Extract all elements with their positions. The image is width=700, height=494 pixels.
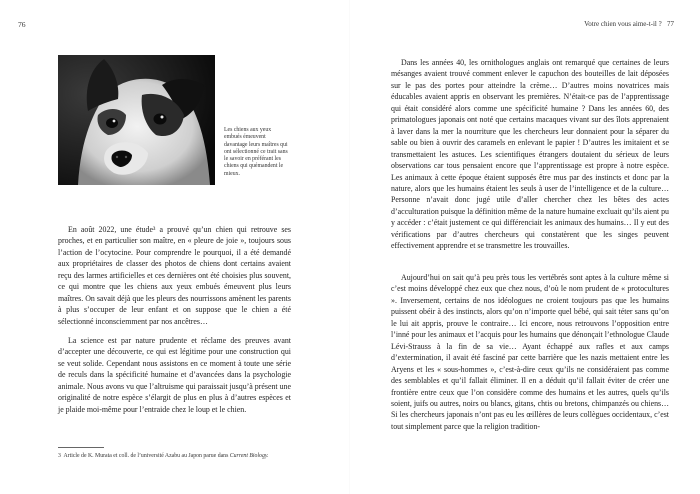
footnote-journal: Current Biology. <box>229 453 269 459</box>
left-column-text-continued <box>58 335 291 415</box>
running-head <box>584 20 674 28</box>
right-page <box>350 0 700 494</box>
dog-portrait-image <box>58 55 215 185</box>
right-column-text <box>391 57 669 252</box>
page-number-left: 76 <box>18 20 26 29</box>
photo-caption: Les chiens aux yeux embués émeuvent davantage leurs maîtres qui ont sélectionné ce trait sans le savoir en préférant les chiens qui quémandent le mieux. <box>224 127 288 177</box>
paragraph-protocultures: Aujourd’hui on sait qu’à peu près tous les vertébrés sont aptes à la culture même si c’est moins développé chez eux que chez nous, d’où le nom prudent de « protocultures ». Inversement, certains de nos idéologues ne croient toujours pas que les humains puissent obéir à des instincts, alors qu’on n’importe quel bébé, qui sait téter sans qu’on le lui ait appris, prouve le contraire… Ici encore, nous retrouvons l’opposition entre l’inné pour les animaux et l’acquis pour les humains que dénonçait l’ethnologue Claude Lévi-Strauss à la fin de sa vie… Ayant échappé aux rafles et aux camps d’extermination, il avait été fasciné par cette barrière que les nazis mettaient entre les Aryens et les « sous-hommes », c’est-à-dire ceux qu’ils ne considéraient pas comme des semblables et qu’il fallait éliminer. Il en a déduit qu’il fallait éviter de créer une frontière entre ceux que l’on considère comme des humains et les autres, quels qu’ils soient, juifs ou autres, noirs ou blancs, gitans, chtis ou bretons, chimpanzés ou chiens… Si les chercheurs japonais n’ont pas eu les œillères de leurs collègues occidentaux, c’est tout simplement parce que la religion tradition- <box>391 273 669 431</box>
page-number-right: 77 <box>667 20 674 28</box>
footnote-text: Article de K. Murata et coll. de l’université Azabu au Japon parue dans <box>63 453 229 459</box>
left-column-text <box>58 224 291 327</box>
paragraph-study: En août 2022, une étude³ a prouvé qu’un chien qui retrouve ses proches, et en particulier son maître, en « pleure de joie », toujours sous l’action de l’ocytocine. Pour comprendre le pourquoi, il a été demandé aux propriétaires de classer des photos de chiens dont certains avaient reçu des larmes artificielles et ces dernières ont été choisies plus souvent, ce qui montre que les chiens aux yeux embués émeuvent plus leurs maîtres. On savait déjà que les pleurs des nourrissons amènent les parents à plus s’occuper de leur enfant et on suppose que le chien a été sélectionné inconsciemment par nos ancêtres… <box>58 225 291 326</box>
footnote-divider <box>58 447 104 448</box>
footnote-number: 3 <box>58 453 61 459</box>
right-column-text-continued <box>391 272 669 432</box>
footnote <box>58 453 288 460</box>
running-head-title: Votre chien vous aime-t-il ? <box>584 20 662 28</box>
paragraph-ornithologists: Dans les années 40, les ornithologues anglais ont remarqué que certaines de leurs mésanges avaient trouvé comment enlever le capuchon des bouteilles de lait déposées sur le pas des portes pour atteindre la crème… D’autres moins novatrices mais éducables avaient appris en observant les premières. N’était-ce pas de l’apprentissage qui était considéré alors comme une spécificité humaine ? Dans les années 60, des primatologues japonais ont noté que certains macaques vivant sur des îlots apprenaient à laver dans la mer la nourriture que les chercheurs leur donnaient pour la séparer du sable ou bien à ouvrir des caramels en enlevant le papier ! D’autres les imitaient et se transmettaient les astuces. Les scientifiques étrangers doutaient du sérieux de leurs observations car tous pensaient encore que l’apprentissage est propre à notre espèce. Les animaux à cette époque étaient supposés être mus par des instincts et donc par la nature, alors que les humains étaient les seuls à user de l’intelligence et de la culture… Personne n’avait donc jugé utile d’aller chercher chez les bêtes des actes d’acculturation puisque la définition même de la nature humaine excluait qu’ils aient pu y accéder : c’était justement ce qui différenciait les animaux des humains… Il y eut des vérifications par d’autres chercheurs qui constatèrent que les singes peuvent effectivement apprendre et se transmettre les trouvailles. <box>391 58 669 251</box>
dog-photo <box>58 55 215 185</box>
paragraph-science: La science est par nature prudente et réclame des preuves avant d’accepter une découverte, ce qui est légitime pour une construction qui se veut solide. Cependant nous assistons en ce moment à toute une série de reculs dans la spécificité humaine et d’avancées dans la psychologie animale. Nous avons vu que l’altruisme qui paraissait jusqu’à présent une originalité de notre espèce s’élargit de plus en plus à d’autres espèces et je plaide moi-même pour l’entraide chez le loup et le chien. <box>58 336 291 414</box>
